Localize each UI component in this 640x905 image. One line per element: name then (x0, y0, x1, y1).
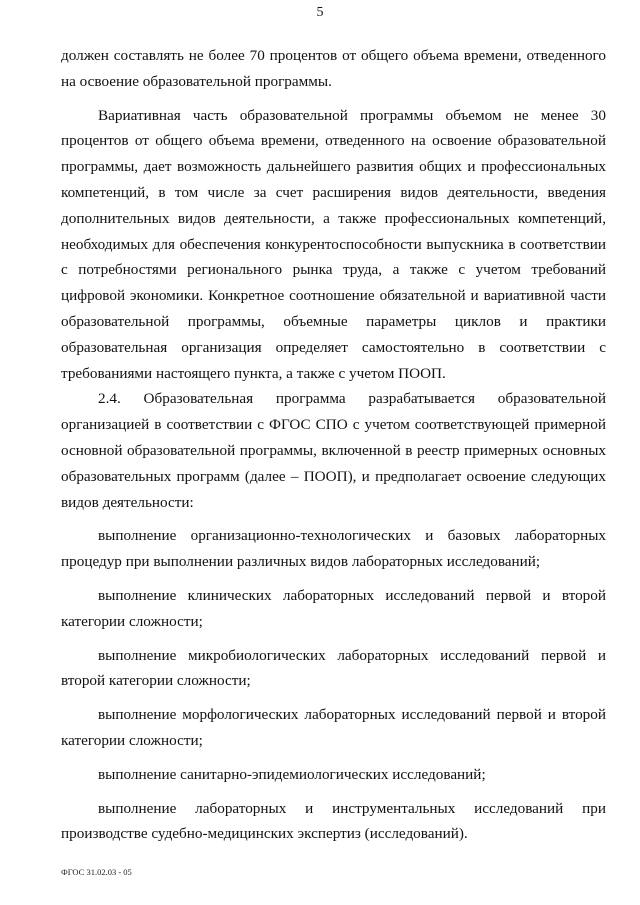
list-item-activity-3: выполнение микробиологических лабораторных исследований первой и второй категории сложности; (61, 646, 606, 690)
paragraph-continuation: должен составлять не более 70 процентов от общего объема времени, отведенного на освоение образовательной программы. (61, 47, 606, 90)
document-footer-code: ФГОС 31.02.03 - 05 (61, 867, 132, 877)
list-item-activity-5: выполнение санитарно-эпидемиологических исследований; (98, 765, 486, 783)
list-item-activity-6: выполнение лабораторных и инструментальных исследований при производстве судебно-медицинских экспертиз (исследований). (61, 799, 606, 843)
document-body (61, 43, 606, 847)
list-item-activity-1: выполнение организационно-технологических и базовых лабораторных процедур при выполнении различных видов лабораторных исследований; (61, 527, 606, 571)
paragraph-variative-part: Вариативная часть образовательной программы объемом не менее 30 процентов от общего объема времени, отведенного на освоение образовательной программы, дает возможность дальнейшего развития общих и профессиональных компетенций, в том числе за счет расширения видов деятельности, введения дополнительных видов деятельности, а также профессиональных компетенций, необходимых для обеспечения конкурентоспособности выпускника в соответствии с потребностями регионального рынка труда, а также с учетом требований цифровой экономики. Конкретное соотношение обязательной и вариативной части образовательной программы, объемные параметры циклов и практики образовательная организация определяет самостоятельно в соответствии с требованиями настоящего пункта, а также с учетом ПООП. (61, 106, 606, 382)
list-item-activity-2: выполнение клинических лабораторных исследований первой и второй категории сложности; (61, 586, 606, 630)
page-number: 5 (316, 5, 324, 20)
list-item-activity-4: выполнение морфологических лабораторных исследований первой и второй категории сложности; (61, 706, 606, 749)
paragraph-2-4: 2.4. Образовательная программа разрабатывается образовательной организацией в соответствии с ФГОС СПО с учетом соответствующей примерной основной образовательной программы, включенной в реестр примерных основных образовательных программ (далее – ПООП), и предполагает освоение следующих видов деятельности: (61, 390, 606, 511)
